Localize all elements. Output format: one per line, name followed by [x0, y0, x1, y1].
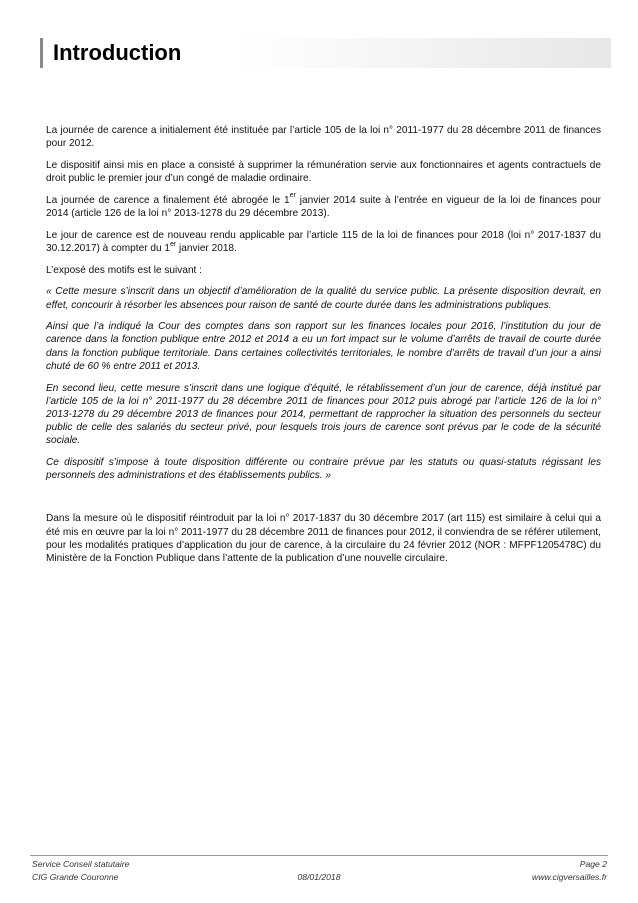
footer-page-number: Page 2 — [579, 859, 607, 869]
footer-right — [532, 858, 607, 884]
document-body — [46, 124, 601, 574]
title-banner — [40, 34, 611, 72]
footer-website[interactable]: www.cigversailles.fr — [532, 872, 607, 882]
quote-paragraph: Ainsi que l’a indiqué la Cour des comptes dans son rapport sur les finances locales pour 2016, l’institution du jour de carence dans la fonction publique entre 2012 et 2014 a eu un fort impact sur le volume d’arrêts de travail de courte durée dans la fonction publique territoriale. Dans certaines collectivités territoriales, le nombre d’arrêts de travail d’un jour a ainsi chuté de 60 % entre 2011 et 2013. — [46, 321, 601, 372]
paragraph: L’exposé des motifs est le suivant : — [46, 264, 202, 276]
paragraph: Le dispositif ainsi mis en place a consisté à supprimer la rémunération servie aux fonctionnaires et agents contractuels de droit public le premier jour d’un congé de maladie ordinaire. — [46, 159, 601, 185]
text-run: Le jour de carence est de nouveau rendu applicable par l’article 115 de la loi de finances pour 2018 (loi n° 2017-1837 du 30.12.2017) à compter du 1 — [46, 229, 601, 254]
text-run: janvier 2018. — [176, 242, 237, 254]
paragraph: La journée de carence a initialement été instituée par l’article 105 de la loi n° 2011-1977 du 28 décembre 2011 de finances pour 2012. — [46, 125, 601, 150]
final-paragraph: Dans la mesure où le dispositif réintroduit par la loi n° 2017-1837 du 30 décembre 2017 (art 115) est similaire à celui qui a été mis en œuvre par la loi n° 2011-1977 du 28 décembre 2011 de finances pour 2012, il conviendra de se référer utilement, pour les modalités pratiques d’application du jour de carence, à la circulaire du 24 février 2012 (NOR : MFPF1205478C) du Ministère de la Fonction Publique dans l’attente de la publication d’une nouvelle circulaire. — [46, 513, 601, 565]
quote-paragraph: « Cette mesure s’inscrit dans un objectif d’amélioration de la qualité du service public. La présente disposition devrait, en effet, concourir à résorber les absences pour raison de santé de courte durée dans les administrations publiques. — [46, 286, 601, 311]
page-title: Introduction — [53, 40, 182, 65]
superscript: er — [289, 192, 296, 200]
footer-date: 08/01/2018 — [297, 872, 341, 882]
superscript: er — [170, 240, 177, 248]
footer-service: Service Conseil statutaire — [32, 859, 130, 869]
quote-paragraph: En second lieu, cette mesure s’inscrit dans une logique d’équité, le rétablissement d’un jour de carence, déjà institué par l’article 105 de la loi n° 2011-1977 du 28 décembre 2011 de finances pour 2012 puis abrogé par l’article 126 de la loi n° 2013-1278 du 29 décembre 2013 de finances pour 2014, permettant de rapprocher la situation des personnels du secteur public de celle des salariés du secteur privé, pour lesquels trois jours de carence sont prévus par le code de la sécurité sociale. — [46, 382, 601, 447]
paragraph-reinstatement — [46, 229, 601, 255]
quote-paragraph: Ce dispositif s’impose à toute disposition différente ou contraire prévue par les statuts ou quasi-statuts régissant les personnels des administrations et des établissements publics. » — [46, 457, 601, 482]
footer-org: CIG Grande Couronne — [32, 872, 119, 882]
footer-divider — [30, 855, 608, 856]
paragraph-abrogation — [46, 194, 601, 220]
title-accent-bar — [40, 38, 43, 68]
text-run: La journée de carence a finalement été abrogée le 1 — [46, 194, 290, 206]
text-run: janvier 2014 suite à l’entrée en vigueur de la loi de finances pour 2014 (article 126 de la loi n° 2013-1278 du 29 décembre 2013). — [46, 194, 601, 220]
